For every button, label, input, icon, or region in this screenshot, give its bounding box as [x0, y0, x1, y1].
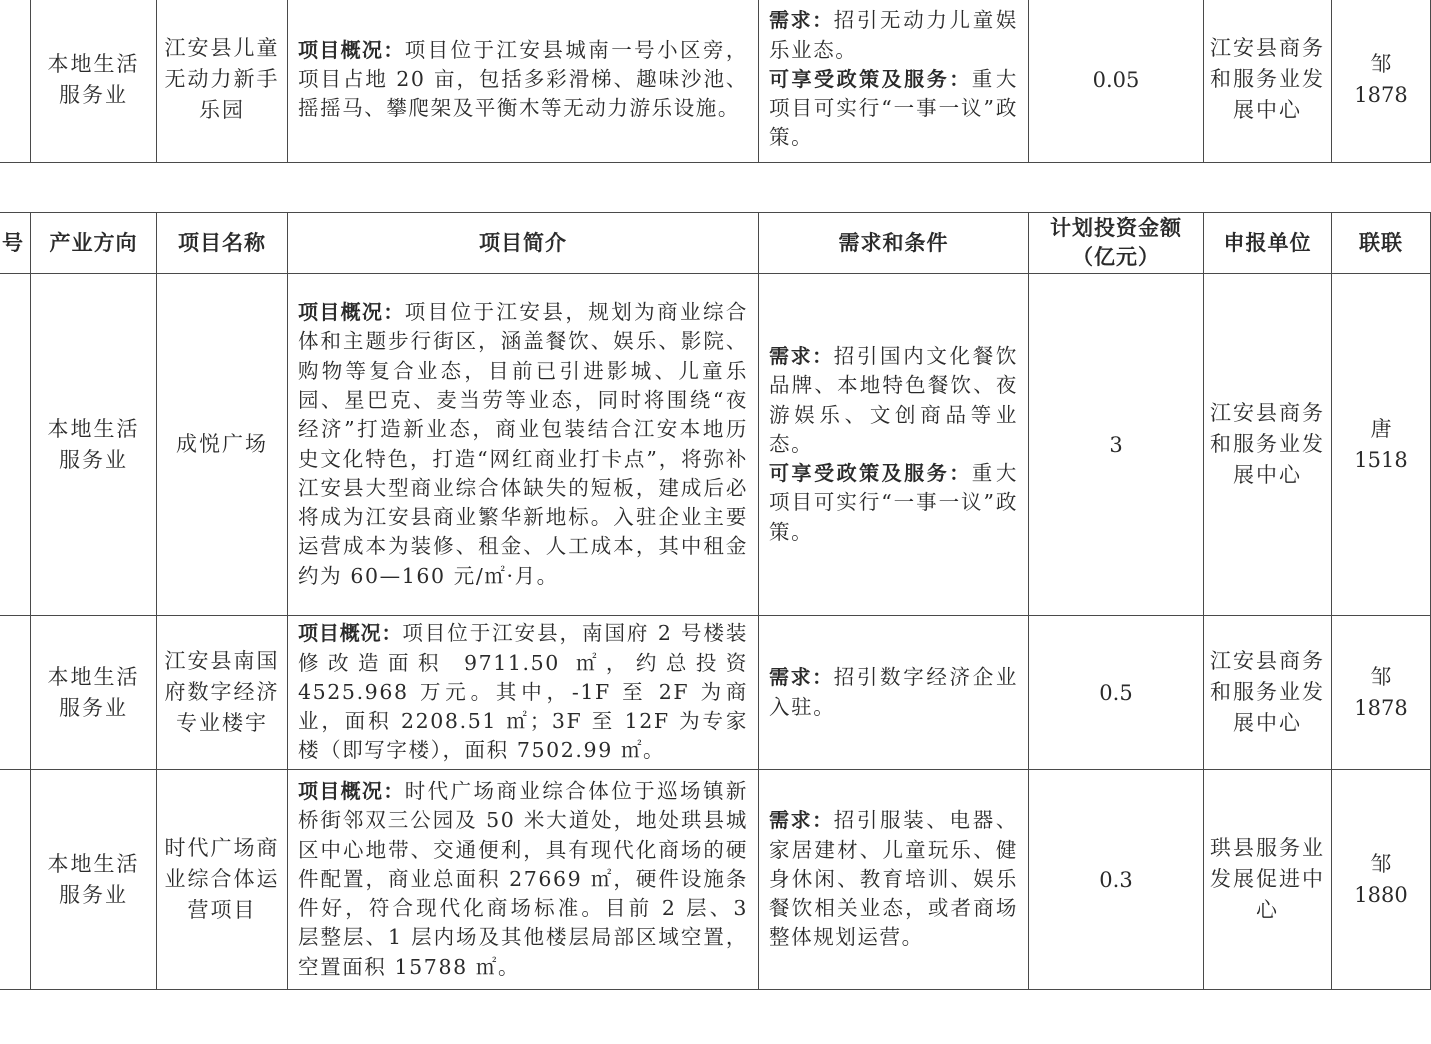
demand-text: 招引服装、电器、家居建材、儿童玩乐、健身休闲、教育培训、娱乐餐饮相关业态，或者商场整体规划运营。 — [769, 808, 1018, 950]
project-desc-cell — [288, 616, 759, 770]
header-project-name: 项目名称 — [157, 213, 288, 274]
policy-label: 可享受政策及服务： — [769, 461, 972, 486]
header-requirements: 需求和条件 — [759, 213, 1029, 274]
table-row — [0, 616, 1431, 770]
policy-label: 可享受政策及服务： — [769, 66, 972, 91]
contact-cell — [1332, 770, 1431, 990]
contact-name: 邹 — [1370, 51, 1392, 76]
header-contact: 联联 — [1332, 213, 1431, 274]
industry-cell — [31, 274, 157, 616]
demand-label: 需求： — [769, 8, 834, 33]
contact-name: 邹 — [1370, 851, 1392, 876]
overview-text: 时代广场商业综合体位于巡场镇新桥街邻双三公园及 50 米大道处，地处珙县城区中心地带、交通便利，具有现代化商场的硬件配置，商业总面积 27669 ㎡，硬件设施条件好，符合现代化商场标准。目前 2 层、3 层整层、1 层内场及其他楼层局部区域空置，空置面积 15788 ㎡。 — [298, 778, 749, 979]
row-number-cell — [0, 0, 31, 163]
reporting-unit-cell — [1204, 274, 1332, 616]
row-number-cell — [0, 770, 31, 990]
investment-amount: 3 — [1109, 432, 1123, 457]
row-number-cell — [0, 616, 31, 770]
requirements-cell — [759, 0, 1029, 163]
investment-amount: 0.3 — [1099, 867, 1133, 892]
contact-phone: 1878 — [1354, 695, 1408, 720]
header-project-desc: 项目简介 — [288, 213, 759, 274]
project-name-text: 成悦广场 — [176, 432, 268, 456]
overview-label: 项目概况： — [298, 300, 405, 325]
investment-amount-cell — [1029, 0, 1204, 163]
overview-text: 项目位于江安县城南一号小区旁，项目占地 20 亩，包括多彩滑梯、趣味沙池、摇摇马、攀爬架及平衡木等无动力游乐设施。 — [298, 37, 749, 121]
overview-label: 项目概况： — [298, 778, 405, 803]
project-name-cell — [157, 616, 288, 770]
reporting-unit-text: 江安县商务和服务业发展中心 — [1210, 649, 1325, 735]
reporting-unit-text: 江安县商务和服务业发展中心 — [1210, 36, 1325, 122]
demand-label: 需求： — [769, 665, 834, 690]
requirements-cell — [759, 770, 1029, 990]
requirements-cell — [759, 616, 1029, 770]
project-desc-cell — [288, 0, 759, 163]
reporting-unit-cell — [1204, 0, 1332, 163]
overview-text: 项目位于江安县，南国府 2 号楼装修改造面积 9711.50 ㎡，约总投资 4525.968 万元。其中，-1F 至 2F 为商业，面积 2208.51 ㎡；3F 至 12F 为专家楼（即写字楼），面积 7502.99 ㎡。 — [298, 621, 749, 763]
contact-phone: 1880 — [1354, 882, 1408, 907]
header-industry: 产业方向 — [31, 213, 157, 274]
contact-phone: 1878 — [1354, 82, 1408, 107]
reporting-unit-text: 江安县商务和服务业发展中心 — [1210, 401, 1325, 487]
policy-text: 重大项目可实行“一事一议”政策。 — [769, 461, 1019, 544]
previous-table-fragment — [0, 0, 1431, 163]
industry-cell — [31, 770, 157, 990]
table-row — [0, 770, 1431, 990]
investment-amount: 0.05 — [1092, 67, 1140, 92]
reporting-unit-text: 珙县服务业发展促进中心 — [1210, 836, 1325, 922]
industry-text: 本地生活服务业 — [47, 416, 140, 472]
contact-name: 唐 — [1370, 416, 1392, 441]
project-name-text: 江安县儿童无动力新手乐园 — [164, 36, 280, 122]
project-desc-cell — [288, 274, 759, 616]
contact-phone: 1518 — [1354, 447, 1408, 472]
project-desc-cell — [288, 770, 759, 990]
table-row — [0, 0, 1431, 163]
header-number: 号 — [0, 213, 31, 274]
investment-amount-cell — [1029, 770, 1204, 990]
industry-text: 本地生活服务业 — [47, 851, 140, 907]
project-name-text: 江安县南国府数字经济专业楼宇 — [164, 649, 280, 735]
investment-amount-cell — [1029, 616, 1204, 770]
industry-cell — [31, 0, 157, 163]
reporting-unit-cell — [1204, 616, 1332, 770]
header-reporting-unit: 申报单位 — [1204, 213, 1332, 274]
project-table — [0, 212, 1431, 990]
demand-label: 需求： — [769, 343, 834, 368]
policy-text: 重大项目可实行“一事一议”政策。 — [769, 66, 1019, 150]
project-name-text: 时代广场商业综合体运营项目 — [164, 836, 280, 922]
requirements-cell — [759, 274, 1029, 616]
project-name-cell — [157, 0, 288, 163]
industry-text: 本地生活服务业 — [47, 51, 140, 107]
demand-text: 招引国内文化餐饮品牌、本地特色餐饮、夜游娱乐、文创商品等业态。 — [769, 343, 1018, 456]
contact-cell — [1332, 274, 1431, 616]
overview-label: 项目概况： — [298, 37, 405, 62]
overview-text: 项目位于江安县，规划为商业综合体和主题步行街区，涵盖餐饮、娱乐、影院、购物等复合业态，目前已引进影城、儿童乐园、星巴克、麦当劳等业态，同时将围绕“夜经济”打造新业态，商业包装结合江安本地历史文化特色，打造“网红商业打卡点”，将弥补江安县大型商业综合体缺失的短板，建成后必将成为江安县商业繁华新地标。入驻企业主要运营成本为装修、租金、人工成本，其中租金约为 60—160 元/㎡·月。 — [298, 300, 749, 588]
industry-text: 本地生活服务业 — [47, 664, 140, 720]
demand-text: 招引无动力儿童娱乐业态。 — [769, 8, 1018, 62]
contact-name: 邹 — [1370, 664, 1392, 689]
investment-amount: 0.5 — [1099, 680, 1133, 705]
overview-label: 项目概况： — [298, 621, 403, 646]
investment-amount-cell — [1029, 274, 1204, 616]
contact-cell — [1332, 0, 1431, 163]
table-row — [0, 274, 1431, 616]
project-name-cell — [157, 770, 288, 990]
demand-label: 需求： — [769, 808, 834, 833]
demand-text: 招引数字经济企业入驻。 — [769, 665, 1018, 719]
header-investment-amount: 计划投资金额（亿元） — [1029, 213, 1204, 274]
reporting-unit-cell — [1204, 770, 1332, 990]
industry-cell — [31, 616, 157, 770]
project-name-cell — [157, 274, 288, 616]
contact-cell — [1332, 616, 1431, 770]
table-header-row — [0, 213, 1431, 274]
row-number-cell — [0, 274, 31, 616]
